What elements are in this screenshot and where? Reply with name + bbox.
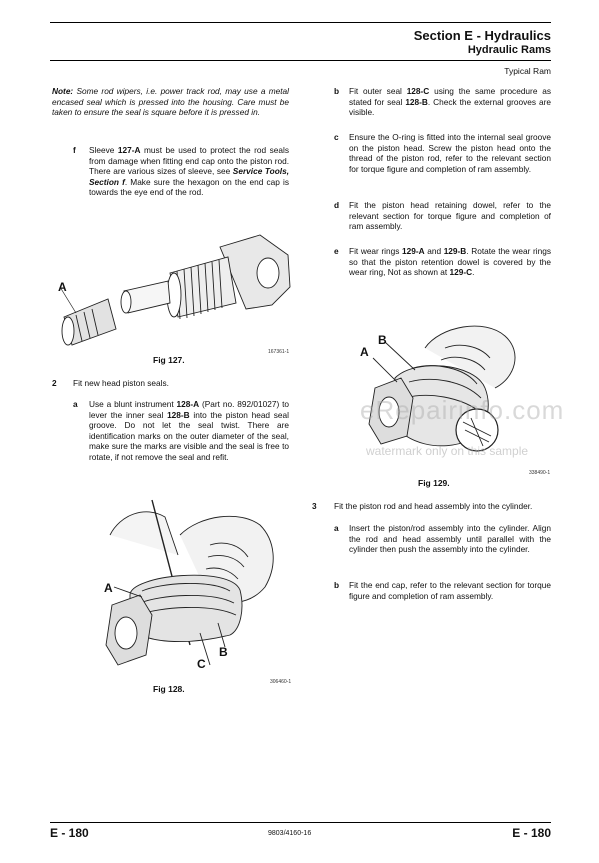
step-2a-t2: (Part no. 892/01027) to lever the inner seal — [89, 399, 289, 420]
step-3b-text: Fit the end cap, refer to the relevant section for torque figure and completion of ram assembly. — [349, 580, 551, 601]
watermark-site: eRepairinfo.com — [360, 395, 565, 425]
fig129-code: 338490-1 — [529, 470, 551, 476]
step-3a-letter: a — [334, 523, 339, 533]
fig127-illustration — [50, 225, 300, 360]
header-rule-top — [50, 22, 551, 23]
footer-page-right: E - 180 — [512, 826, 551, 840]
step-2a-letter: a — [73, 399, 78, 409]
fig128-callout-a: A — [104, 581, 113, 595]
step-c-letter: c — [334, 132, 339, 142]
step-b-t1: Fit outer seal — [349, 86, 402, 96]
step-b-text — [349, 86, 551, 118]
step-e-t3: . Rotate the wear rings so that the piston retention dowel is covered by the wear ring, Not as shown at — [349, 246, 551, 278]
fig127-caption: Fig 127. — [153, 355, 185, 365]
header-rule-bottom — [50, 60, 551, 61]
step-2a-ref2: 128-B — [167, 409, 190, 420]
step-d-text: Fit the piston head retaining dowel, refer to the relevant section for torque figure and completion of ram assembly. — [349, 200, 551, 232]
fig128-code: 306460-1 — [270, 679, 292, 685]
section-title: Section E - Hydraulics — [413, 28, 551, 43]
step-2-number: 2 — [52, 378, 57, 388]
step-e-t1: Fit wear rings — [349, 246, 400, 256]
step-f-letter: f — [73, 145, 76, 155]
step-b-letter: b — [334, 86, 340, 96]
footer-page-left: E - 180 — [50, 826, 89, 840]
note-label: Note: — [52, 86, 74, 96]
step-2a-ref1: 128-A — [176, 399, 200, 409]
note-paragraph — [52, 86, 289, 118]
fig129-callout-b: B — [378, 333, 387, 347]
step-e-ref2: 129-B — [443, 246, 467, 256]
footer-rule — [50, 822, 551, 823]
fig129-caption: Fig 129. — [418, 478, 450, 488]
step-e-ref1: 129-A — [402, 246, 425, 256]
step-3-text: Fit the piston rod and head assembly into the cylinder. — [334, 501, 533, 511]
step-e-letter: e — [334, 246, 339, 256]
step-f-text — [89, 145, 289, 198]
section-subtitle: Hydraulic Rams — [467, 44, 551, 56]
step-2a-text — [89, 399, 289, 463]
step-3-number: 3 — [312, 501, 317, 511]
step-2a-t3: into the piston head seal groove. Do not let the seal twist. There are identification marks on the outer diameter of the seal, make sure the marks are visible and the seal is free to rotate, if not remove the seal and refit. — [89, 409, 289, 462]
fig127-code: 167361-1 — [268, 349, 290, 355]
step-f-t3: . Make sure the hexagon on the end cap is towards the eye end of the rod. — [89, 176, 289, 198]
step-b-ref1: 128-C — [406, 86, 430, 96]
fig129-callout-a: A — [360, 345, 369, 359]
fig127-callout-a: A — [58, 280, 67, 294]
step-f-t2: must be used to protect the rod seals from damage when fitting end cap onto the piston rod. There are various sizes of sleeve, see — [89, 145, 289, 177]
step-c-text: Ensure the O-ring is fitted into the internal seal groove on the piston head. Screw the piston head onto the thread of the piston rod, refer to the relevant section for torque figure and completion of ram assembly. — [349, 132, 551, 174]
step-2-text: Fit new head piston seals. — [73, 378, 169, 388]
typical-label: Typical Ram — [504, 66, 551, 76]
step-b-ref2: 128-B — [405, 96, 428, 107]
step-e-text — [349, 246, 551, 278]
note-text: Some rod wipers, i.e. power track rod, may use a metal encased seal which is pressed into the housing. Care must be taken to ensure the seal is square before it is pressed in. — [52, 86, 289, 118]
footer-doc-code: 9803/4160-16 — [268, 830, 312, 837]
fig128-illustration — [90, 495, 290, 685]
step-2a-t1: Use a blunt instrument — [89, 399, 174, 409]
step-f-ref1: 127-A — [117, 145, 141, 155]
step-3b-letter: b — [334, 580, 340, 590]
step-f-ref2: Service Tools, Section f — [89, 166, 289, 187]
step-3a-text: Insert the piston/rod assembly into the cylinder. Align the rod and head assembly until parallel with the cylinder then push the assembly into the cylinder. — [349, 523, 551, 555]
step-e-ref3: 129-C — [449, 267, 473, 278]
step-f-t1: Sleeve — [89, 145, 115, 155]
step-e-t4: . — [472, 267, 475, 278]
fig128-callout-c: C — [197, 657, 206, 671]
step-e-t2: and — [427, 246, 442, 256]
step-b-t2: using the same procedure as stated for seal — [349, 86, 551, 107]
fig128-caption: Fig 128. — [153, 684, 185, 694]
step-d-letter: d — [334, 200, 340, 210]
fig128-callout-b: B — [219, 645, 228, 659]
step-b-t3: . Check the external grooves are visible. — [349, 96, 551, 118]
watermark-note: watermark only on this sample — [366, 444, 529, 458]
